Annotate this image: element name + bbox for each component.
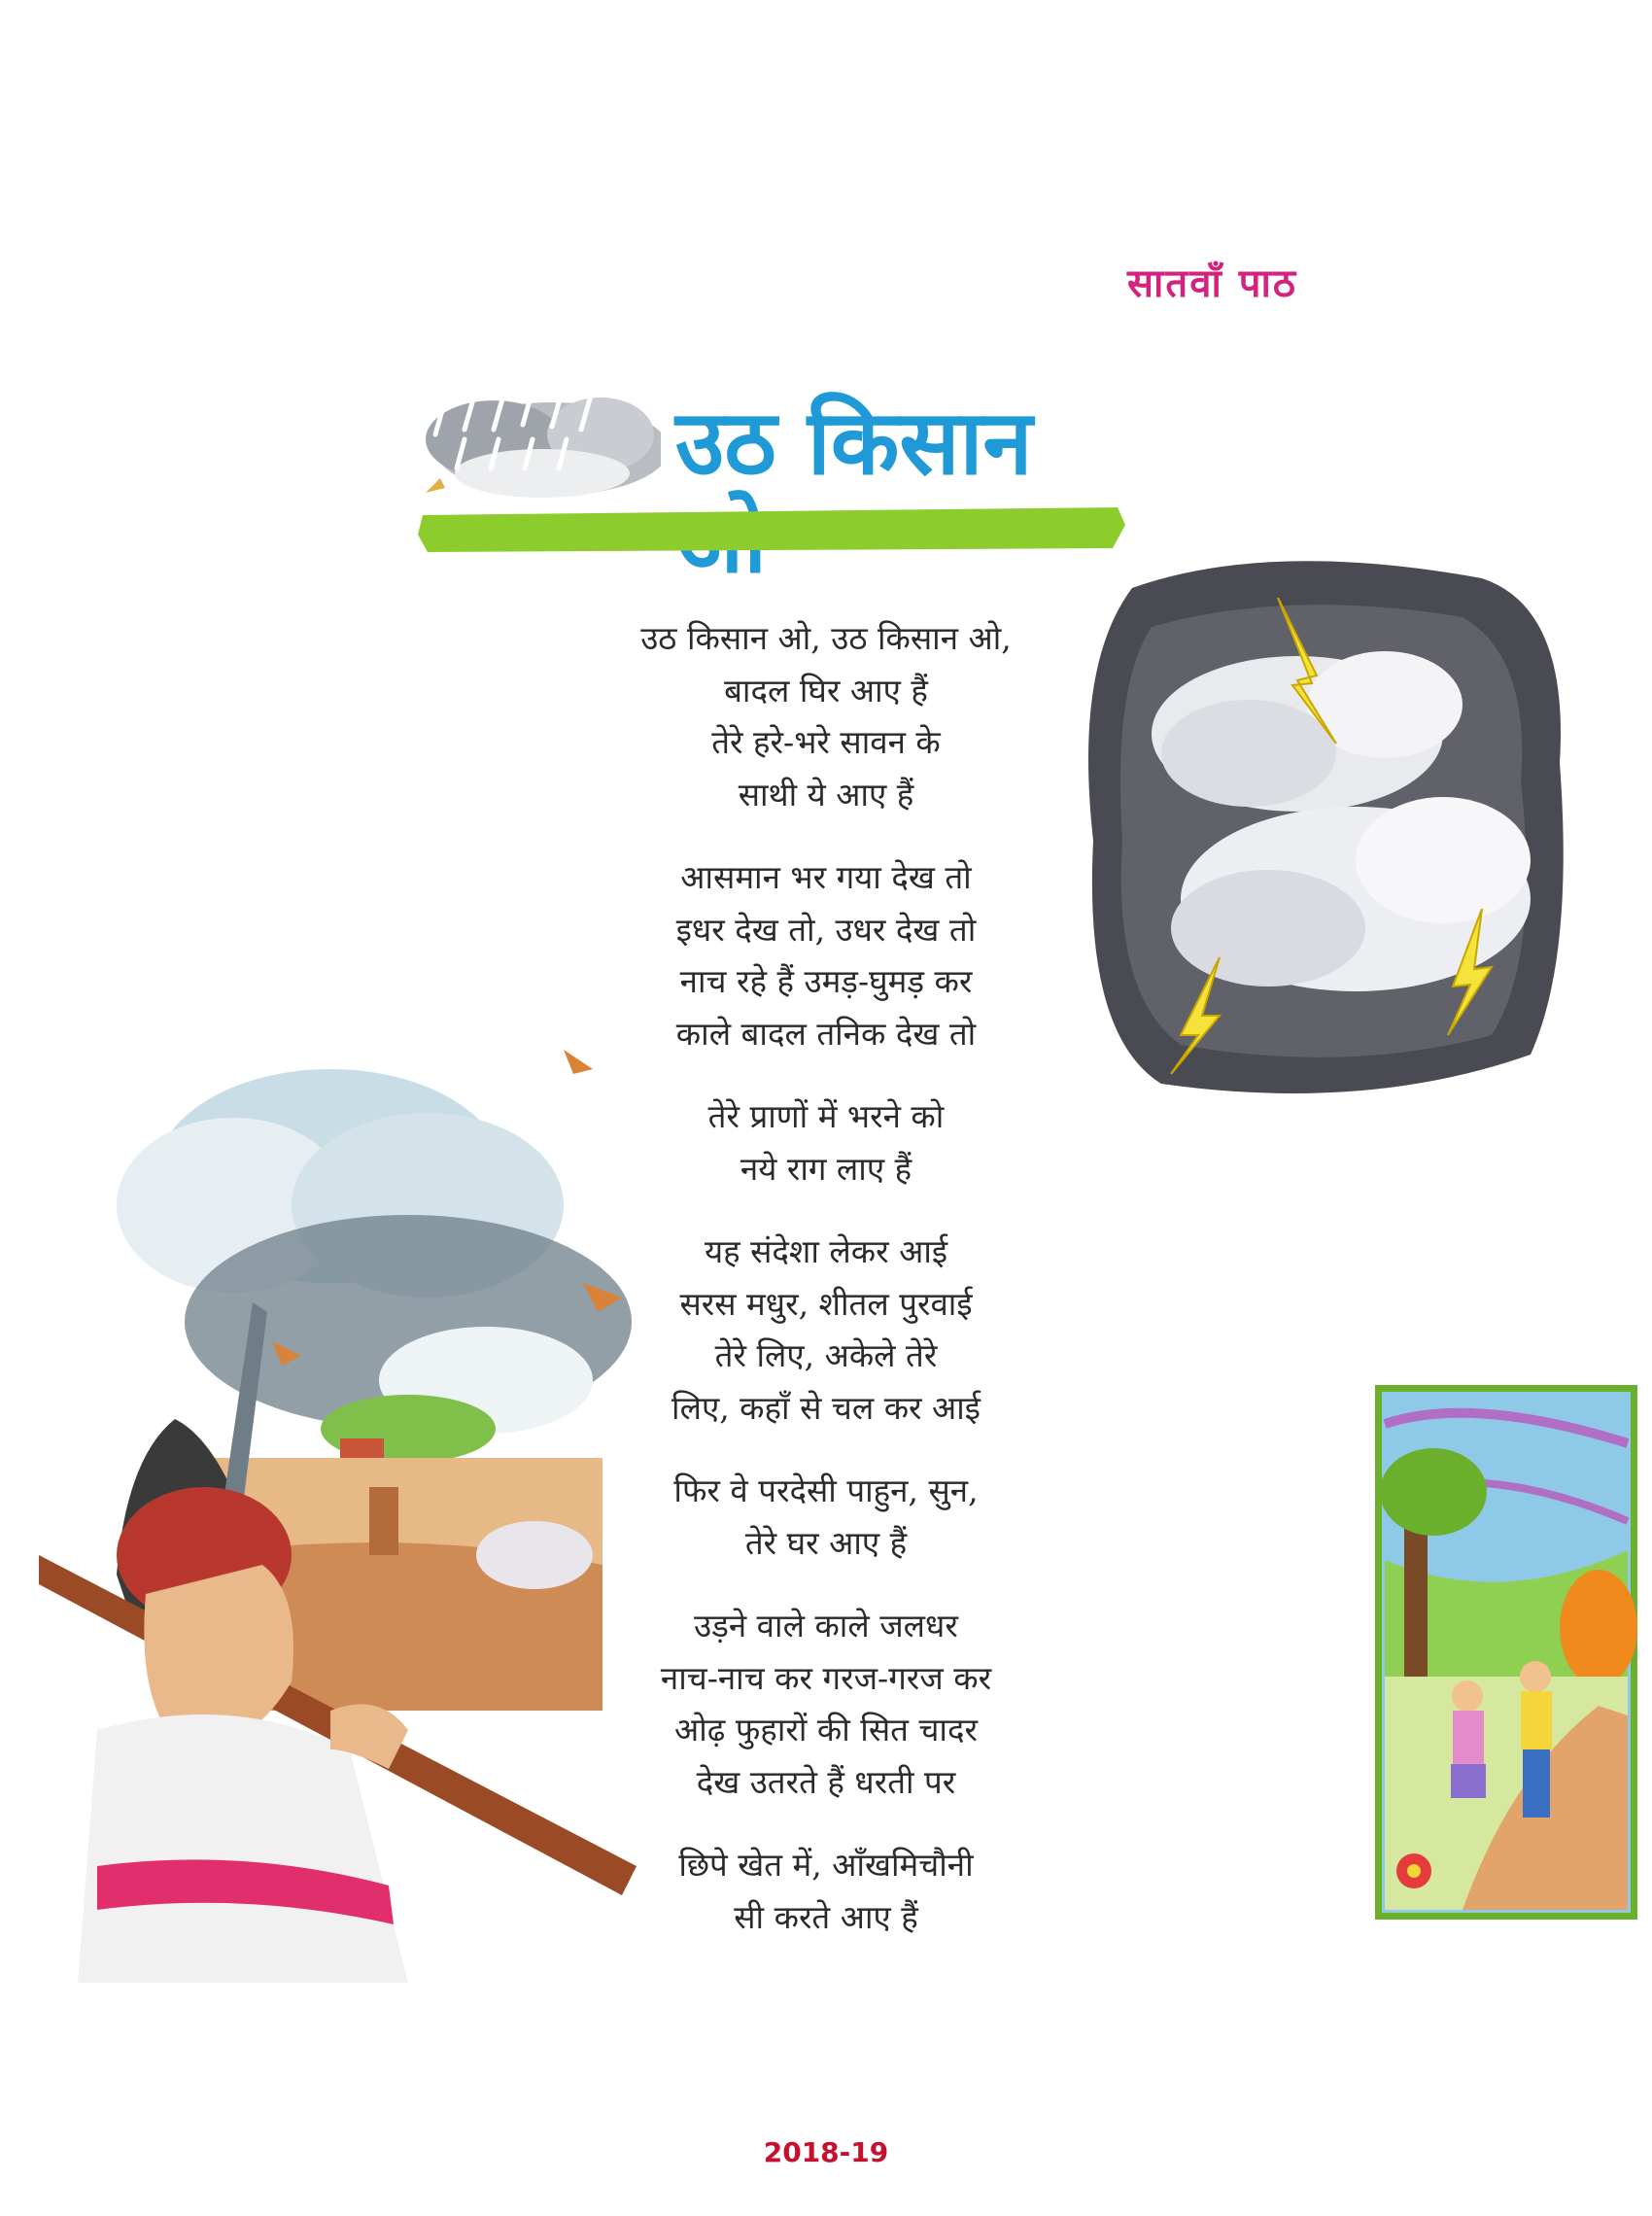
poem-stanza (544, 1091, 1108, 1195)
poem-line: इधर देख तो, उधर देख तो (675, 910, 977, 949)
poem-stanza (544, 1465, 1108, 1569)
poem-stanza (544, 1839, 1108, 1943)
poem-line: यह संदेशा लेकर आई (704, 1232, 948, 1270)
poem-line: सी करते आए हैं (734, 1897, 918, 1936)
poem-line: नये राग लाए हैं (740, 1149, 912, 1188)
poem-line: तेरे हरे-भरे सावन के (711, 723, 941, 761)
title-underline-bar (418, 505, 1127, 554)
poem-line: तेरे लिए, अकेले तेरे (714, 1336, 938, 1374)
poem-line: नाच-नाच कर गरज-गरज कर (660, 1658, 992, 1697)
poem-stanza (544, 1226, 1108, 1434)
poem-line: ओढ़ फुहारों की सित चादर (674, 1711, 978, 1749)
poem-line: बादल घिर आए हैं (724, 671, 928, 710)
poem-line: फिर वे परदेसी पाहुन, सुन, (673, 1472, 979, 1509)
poem-line: उड़ने वाले काले जलधर (694, 1607, 958, 1645)
poem-line: छिपे खेत में, आँखमिचौनी (678, 1846, 974, 1884)
poem-line: उठ किसान ओ, उठ किसान ओ, (640, 619, 1012, 657)
page-number: 2018-19 (763, 2136, 889, 2168)
poem-line: आसमान भर गया देख तो (680, 858, 972, 896)
poem-body (544, 612, 1108, 1974)
lesson-label: सातवाँ पाठ (1127, 261, 1298, 306)
poem-stanza (544, 612, 1108, 820)
poem-title: उठ किसान (675, 391, 1033, 495)
poem-line: तेरे प्राणों में भरने को (707, 1097, 945, 1135)
poem-line: साथी ये आए हैं (738, 775, 914, 814)
poem-line: सरस मधुर, शीतल पुरवाई (679, 1284, 973, 1323)
poem-line: लिए, कहाँ से चल कर आई (671, 1388, 981, 1427)
poem-line: तेरे घर आए हैं (744, 1523, 908, 1562)
rain-cloud-icon (406, 381, 661, 507)
poem-stanza (544, 851, 1108, 1059)
poem-line: काले बादल तनिक देख तो (675, 1014, 977, 1053)
poem-line: देख उतरते हैं धरती पर (696, 1762, 956, 1801)
poem-stanza (544, 1600, 1108, 1808)
poem-line: नाच रहे हैं उमड़-घुमड़ कर (679, 962, 973, 1000)
storm-cloud-lightning-illustration (1074, 549, 1574, 1103)
children-walking-illustration (1375, 1385, 1637, 1920)
